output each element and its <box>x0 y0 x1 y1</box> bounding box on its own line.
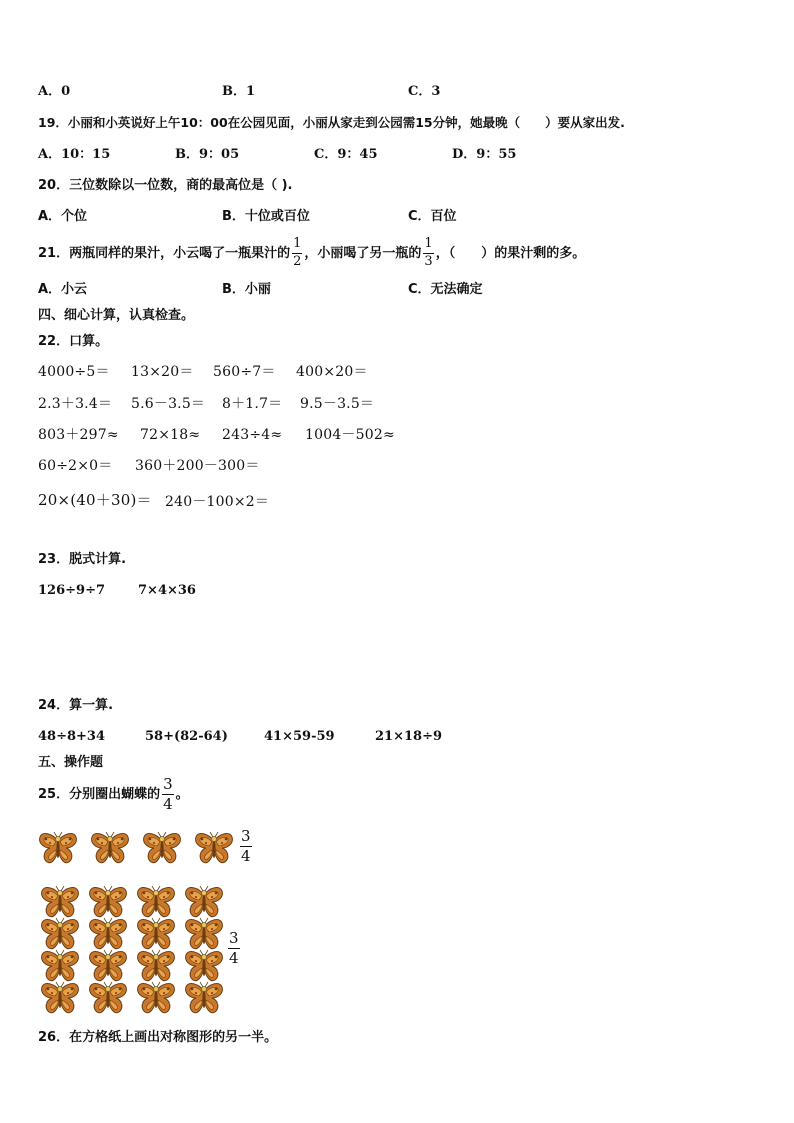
butterfly-icon[interactable] <box>136 885 176 919</box>
butterfly-icon[interactable] <box>184 949 224 983</box>
q19-text: 小丽和小英说好上午10：00在公园见面，小丽从家走到公园需15分钟，她最晚（ ）要从家出发. <box>67 115 625 130</box>
q21-question <box>38 234 585 272</box>
q19-option-d[interactable]: D．9：55 <box>452 147 517 162</box>
butterfly-icon[interactable] <box>88 949 128 983</box>
group1-fraction: $\frac{3}{4}$ <box>241 827 251 865</box>
q20-option-c[interactable]: C．百位 <box>408 209 457 224</box>
q19-option-a[interactable]: A．10：15 <box>38 147 111 162</box>
butterfly-icon[interactable] <box>38 831 78 865</box>
group2-fraction-label <box>226 930 242 966</box>
q20-number: 20． <box>38 178 70 193</box>
q20-question <box>38 179 293 192</box>
section-4-heading: 四、细心计算，认真检查。 <box>38 308 195 323</box>
q25-title-text-1: 25．分别圈出蝴蝶的 <box>38 786 161 802</box>
q20-option-b[interactable]: B．十位或百位 <box>222 209 310 224</box>
q21-text-3: ，（ ）的果汁剩的多。 <box>435 245 586 261</box>
q19-question <box>38 117 625 130</box>
q22-expr-3-2: 72×18≈ <box>140 427 201 443</box>
q21-fraction-2: $\frac{1}{3}$ <box>424 236 433 269</box>
q24-expr-3: 41×59-59 <box>264 729 335 744</box>
q23-title: 23．脱式计算. <box>38 552 127 567</box>
q21-option-a[interactable]: A．小云 <box>38 282 88 297</box>
q20-option-a[interactable]: A．个位 <box>38 209 88 224</box>
q23-expr-1: 126÷9÷7 <box>38 583 106 598</box>
q22-expr-3-1: 803＋297≈ <box>38 427 119 443</box>
group2-fraction: $\frac{3}{4}$ <box>229 929 239 967</box>
q21-text-2: ，小丽喝了另一瓶的 <box>304 245 422 261</box>
butterfly-icon[interactable] <box>184 917 224 951</box>
q24-title: 24．算一算. <box>38 698 114 713</box>
q26-title: 26．在方格纸上画出对称图形的另一半。 <box>38 1030 278 1045</box>
q25-title-fraction: $\frac{3}{4}$ <box>163 775 173 813</box>
group1-fraction-label <box>238 828 254 864</box>
butterfly-icon[interactable] <box>88 885 128 919</box>
q21-number: 21． <box>38 245 70 261</box>
q22-title: 22．口算。 <box>38 334 109 349</box>
q18-option-b[interactable]: B．1 <box>222 84 256 99</box>
butterfly-icon[interactable] <box>90 831 130 865</box>
q24-expr-4: 21×18÷9 <box>375 729 443 744</box>
butterfly-icon[interactable] <box>136 917 176 951</box>
butterfly-icon[interactable] <box>40 949 80 983</box>
q22-expr-5-1: 20×(40＋30)＝ <box>38 491 152 509</box>
q22-expr-2-1: 2.3＋3.4＝ <box>38 396 113 412</box>
q23-expr-2: 7×4×36 <box>138 583 196 598</box>
q21-option-c[interactable]: C．无法确定 <box>408 282 483 297</box>
butterfly-icon[interactable] <box>136 981 176 1015</box>
q22-expr-1-4: 400×20＝ <box>296 364 368 380</box>
butterfly-icon[interactable] <box>136 949 176 983</box>
q21-option-b[interactable]: B．小丽 <box>222 282 271 297</box>
q22-expr-2-3: 8＋1.7＝ <box>222 396 283 412</box>
section-5-heading: 五、操作题 <box>38 755 104 770</box>
q22-expr-1-1: 4000÷5＝ <box>38 364 110 380</box>
q22-expr-3-3: 243÷4≈ <box>222 427 283 443</box>
q19-option-b[interactable]: B．9：05 <box>175 147 240 162</box>
butterfly-icon[interactable] <box>88 981 128 1015</box>
q20-text: 三位数除以一位数，商的最高位是（ ). <box>69 178 293 193</box>
q22-expr-1-2: 13×20＝ <box>131 364 194 380</box>
butterfly-icon[interactable] <box>40 885 80 919</box>
butterfly-icon[interactable] <box>142 831 182 865</box>
q22-expr-2-2: 5.6－3.5＝ <box>131 396 206 412</box>
q19-number: 19． <box>38 115 68 130</box>
q25-title <box>38 774 189 814</box>
q22-expr-1-3: 560÷7＝ <box>213 364 276 380</box>
q22-expr-2-4: 9.5－3.5＝ <box>300 396 375 412</box>
butterfly-icon[interactable] <box>184 885 224 919</box>
q18-option-a[interactable]: A．0 <box>38 84 71 99</box>
q21-text-1: 两瓶同样的果汁，小云喝了一瓶果汁的 <box>69 245 291 261</box>
butterfly-icon[interactable] <box>184 981 224 1015</box>
q21-fraction-1: $\frac{1}{2}$ <box>293 236 302 269</box>
q22-expr-4-2: 360＋200－300＝ <box>135 458 260 474</box>
q24-expr-1: 48÷8+34 <box>38 729 106 744</box>
q24-expr-2: 58+(82-64) <box>145 729 228 744</box>
q22-expr-5-2: 240－100×2＝ <box>165 494 270 510</box>
q22-expr-3-4: 1004－502≈ <box>305 427 395 443</box>
butterfly-icon[interactable] <box>88 917 128 951</box>
butterfly-icon[interactable] <box>40 981 80 1015</box>
q25-title-text-2: 。 <box>175 786 189 802</box>
butterfly-icon[interactable] <box>40 917 80 951</box>
q22-expr-4-1: 60÷2×0＝ <box>38 458 113 474</box>
q18-option-c[interactable]: C．3 <box>408 84 441 99</box>
butterfly-icon[interactable] <box>194 831 234 865</box>
q19-option-c[interactable]: C．9：45 <box>314 147 378 162</box>
